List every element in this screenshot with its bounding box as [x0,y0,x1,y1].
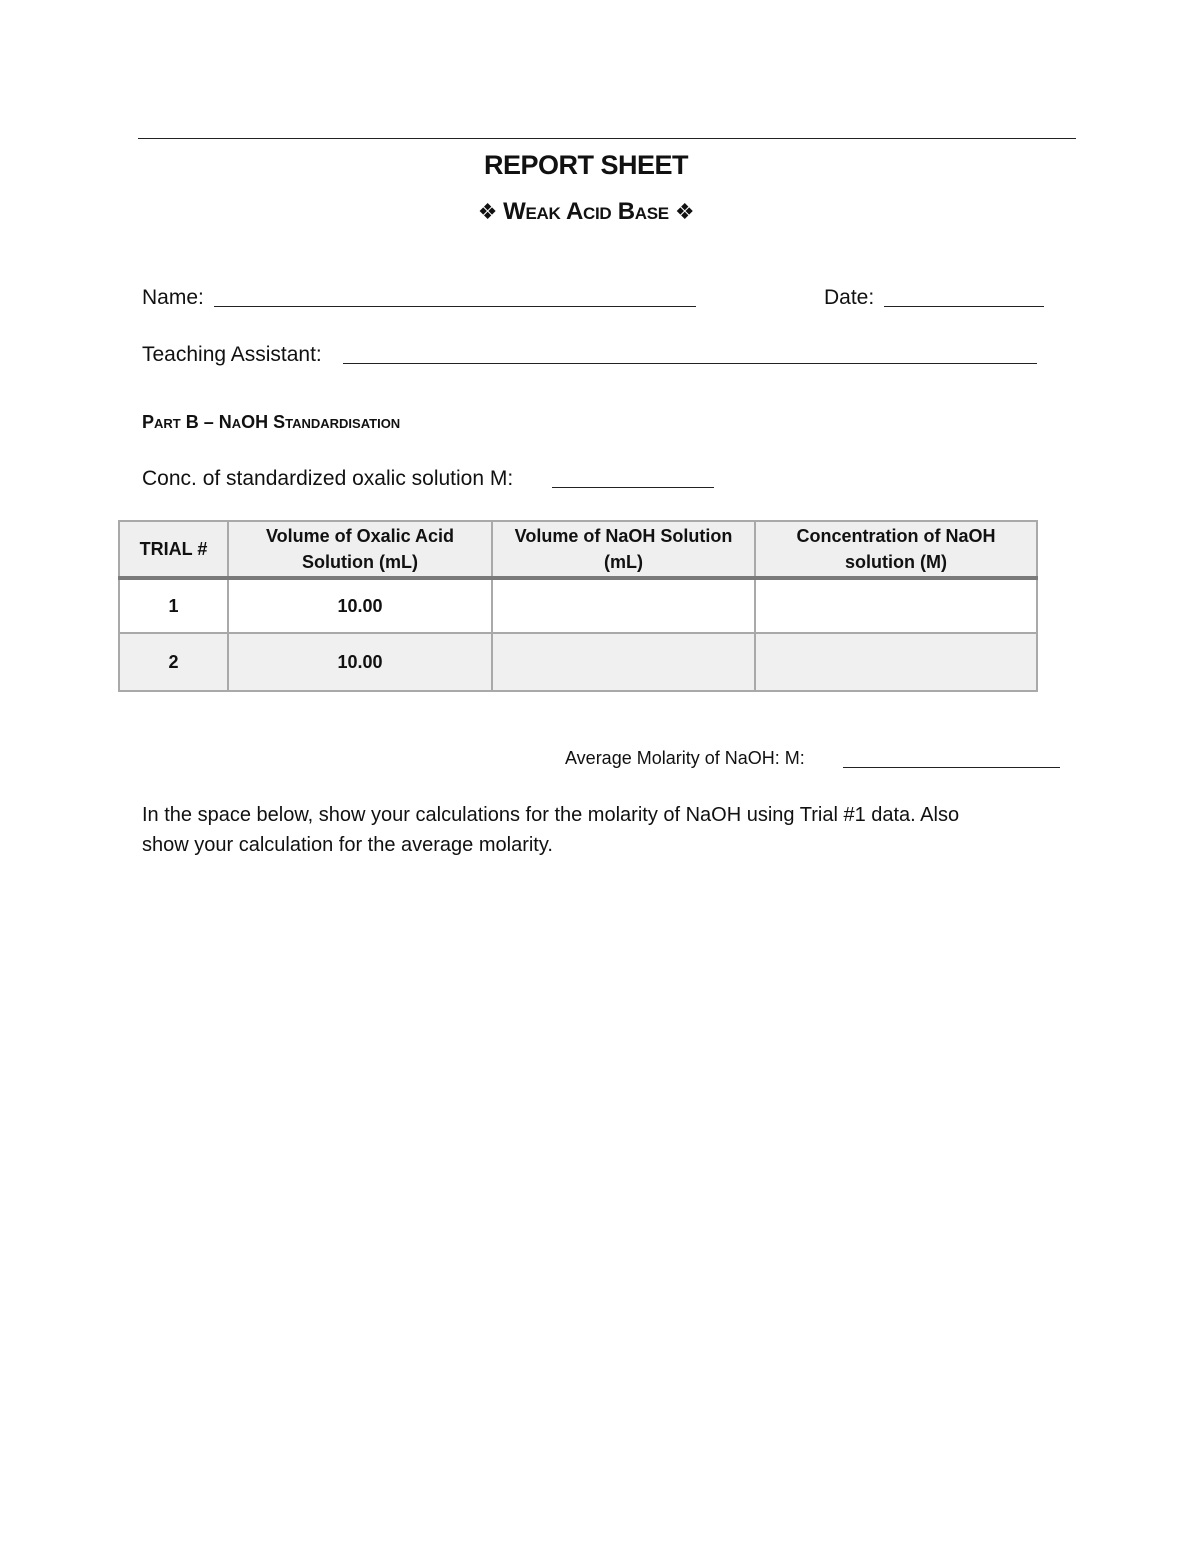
average-molarity-label: Average Molarity of NaOH: M: [565,748,805,768]
naoh-concentration-cell[interactable] [755,578,1037,633]
name-label: Name: [142,286,204,309]
date-label: Date: [824,286,875,309]
subtitle-text: Weak Acid Base [503,198,669,225]
column-header-trial: TRIAL # [119,521,228,578]
table-row [119,578,1037,633]
oxalic-volume-cell: 10.00 [228,578,492,633]
standardisation-table [118,520,1038,692]
oxalic-concentration-label: Conc. of standardized oxalic solution M: [142,467,514,490]
teaching-assistant-label: Teaching Assistant: [142,343,322,366]
column-header-naoh-concentration: Concentration of NaOH solution (M) [755,521,1037,578]
column-header-naoh-volume: Volume of NaOH Solution (mL) [492,521,755,578]
trial-number-cell: 2 [119,633,228,691]
oxalic-concentration-field[interactable] [552,487,714,488]
calculation-instructions: In the space below, show your calculations for the molarity of NaOH using Trial #1 data. Also show your calculation for the average molarity. [142,804,960,856]
section-heading: Part B – NaOH Standardisation [142,412,401,432]
trial-number-cell: 1 [119,578,228,633]
naoh-concentration-cell[interactable] [755,633,1037,691]
table-row [119,633,1037,691]
oxalic-volume-cell: 10.00 [228,633,492,691]
naoh-volume-cell[interactable] [492,578,755,633]
diamond-ornament-icon: ❖ [674,199,695,224]
diamond-ornament-icon: ❖ [477,199,498,224]
page-subtitle [0,198,1172,226]
naoh-volume-cell[interactable] [492,633,755,691]
teaching-assistant-field[interactable] [343,363,1037,364]
top-divider [138,138,1076,139]
name-field[interactable] [214,306,696,307]
column-header-oxalic-volume: Volume of Oxalic Acid Solution (mL) [228,521,492,578]
average-molarity-field[interactable] [843,767,1060,768]
date-field[interactable] [884,306,1044,307]
page-title: REPORT SHEET [483,150,689,180]
table-header-row [119,521,1037,578]
